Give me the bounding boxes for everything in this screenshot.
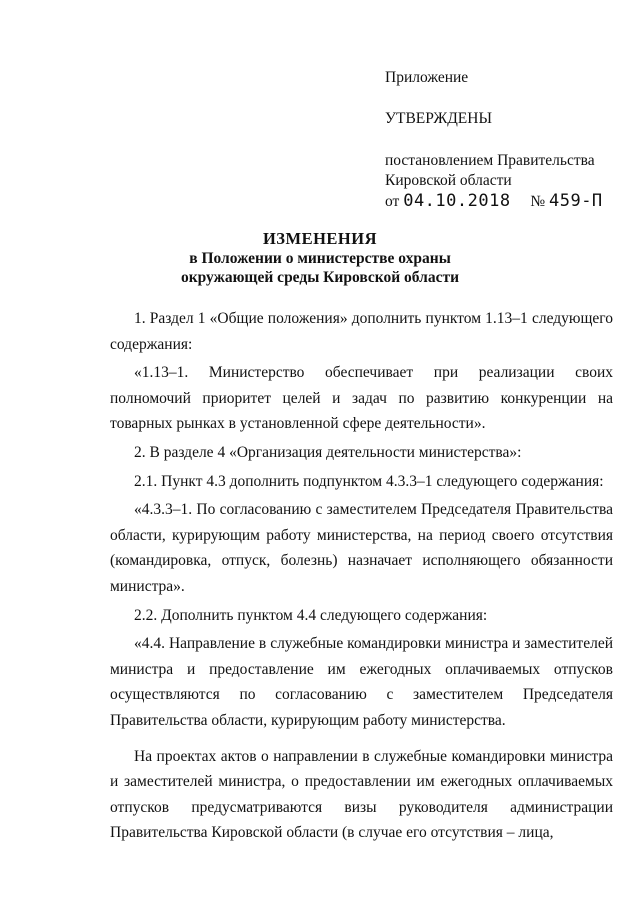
paragraph-7: «4.4. Направление в служебные командировки министра и заместителей министра и предоставление им ежегодных оплачиваемых отпусков осуществляются по согласованию с заместителем Председателя Правительства области, курирующим работу министерства. (110, 635, 613, 729)
region-line: Кировской области (385, 172, 512, 189)
title-line-1: в Положении о министерстве охраны (189, 250, 451, 267)
paragraph-4: 2.1. Пункт 4.3 дополнить подпунктом 4.3.3–1 следующего содержания: (134, 472, 604, 490)
handwritten-date: 04.10.2018 (403, 191, 511, 211)
handwritten-number: 459-П (548, 191, 603, 211)
approval-block (385, 68, 625, 212)
date-prefix: от (385, 193, 400, 210)
title-main: ИЗМЕНЕНИЯ (262, 229, 378, 248)
approved-label: УТВЕРЖДЕНЫ (385, 110, 492, 127)
paragraph-6: 2.2. Дополнить пунктом 4.4 следующего содержания: (134, 606, 488, 624)
paragraph-8: На проектах актов о направлении в служебные командировки министра и заместителей министра, о предоставлении им ежегодных оплачиваемых отпусков предусматриваются визы руководителя администрации Правительства Кировской области (в случае его отсутствия – лица, (110, 747, 613, 842)
document-title (120, 229, 520, 287)
date-number-line (385, 191, 625, 212)
paragraph-5: «4.3.3–1. По согласованию с заместителем Председателя Правительства области, курирующим работу министерства, на период своего отсутствия (командировка, отпуск, болезнь) назначает исполняющего обязанности министра». (110, 501, 613, 595)
paragraph-1: 1. Раздел 1 «Общие положения» дополнить пунктом 1.13–1 следующего содержания: (110, 310, 613, 353)
number-sign: № (530, 193, 546, 210)
annex-label: Приложение (385, 69, 469, 86)
paragraph-3: 2. В разделе 4 «Организация деятельности министерства»: (134, 443, 522, 461)
paragraph-2: «1.13–1. Министерство обеспечивает при реализации своих полномочий приоритет целей и задач по развитию конкуренции на товарных рынках в установленной сфере деятельности». (110, 364, 613, 433)
title-line-2: окружающей среды Кировской области (180, 269, 460, 286)
decree-line: постановлением Правительства (385, 152, 595, 169)
document-body (110, 306, 613, 846)
